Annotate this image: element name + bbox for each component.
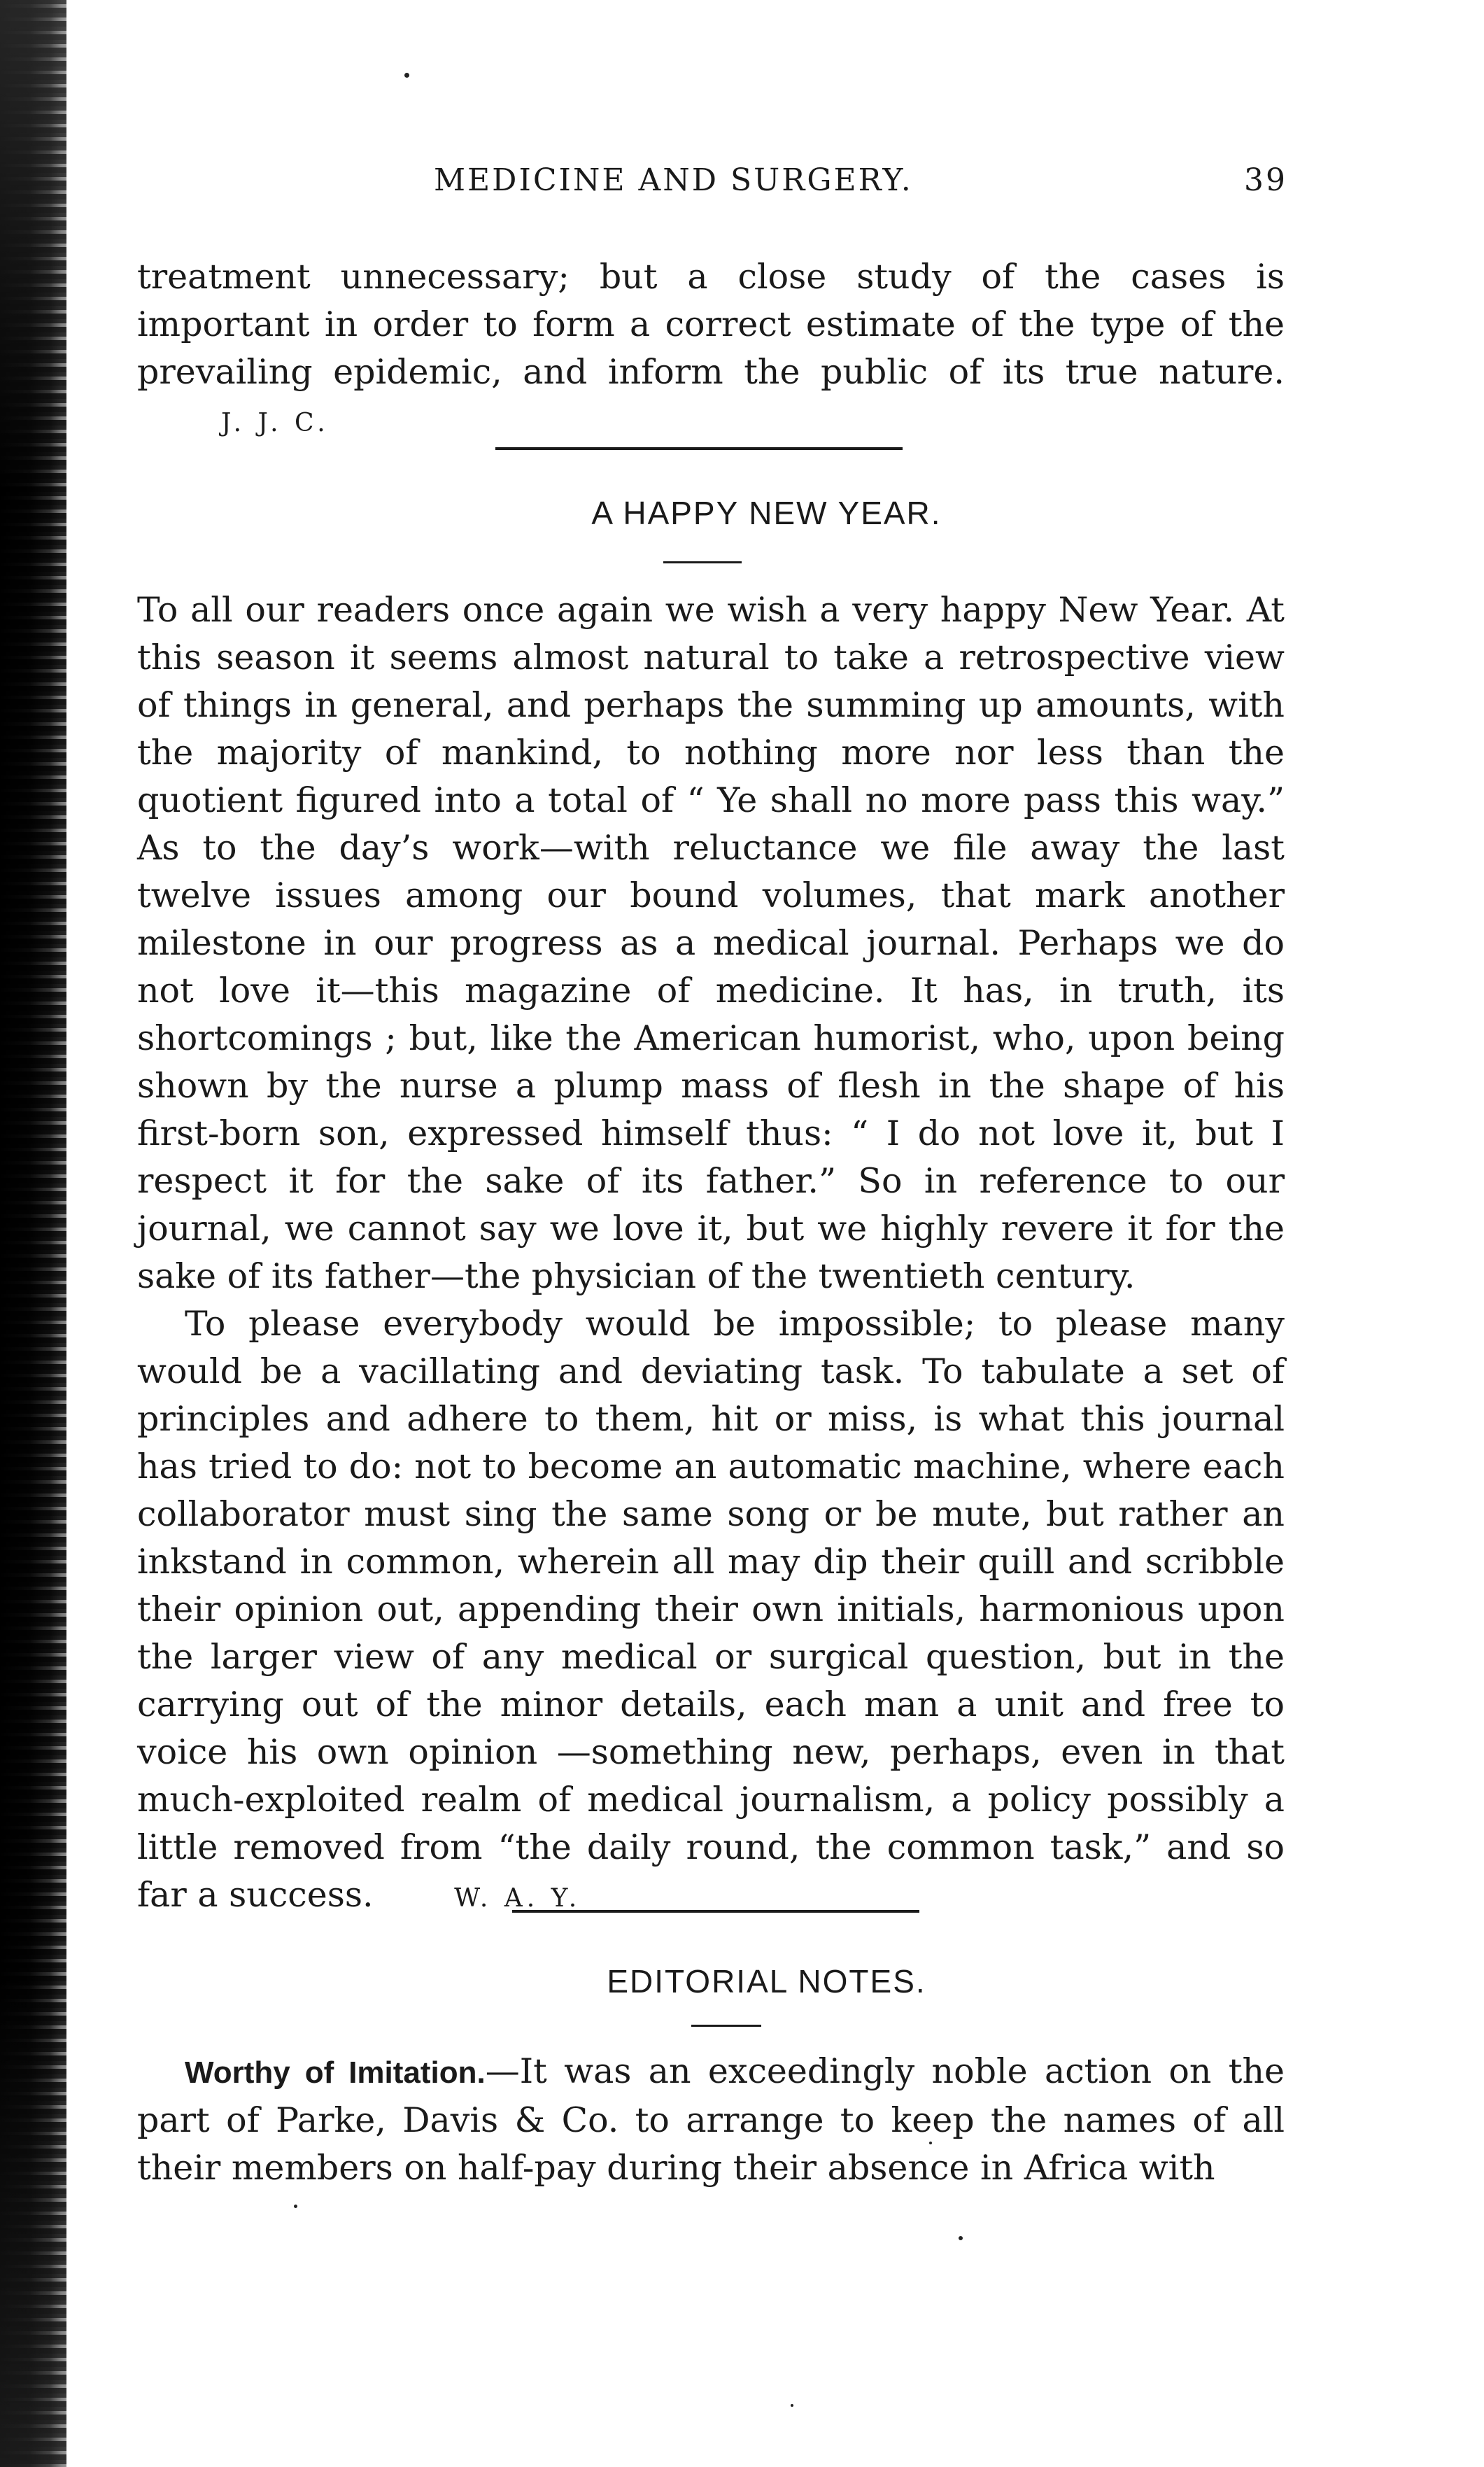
title-underline bbox=[691, 2025, 761, 2027]
article-signature: W. A. Y. bbox=[454, 1884, 581, 1913]
title-underline bbox=[663, 561, 742, 563]
continuation-paragraph bbox=[137, 253, 1285, 447]
ink-speck bbox=[404, 73, 409, 78]
running-header bbox=[434, 162, 1287, 204]
ink-speck bbox=[791, 2404, 793, 2407]
article-title: A HAPPY NEW YEAR. bbox=[591, 495, 942, 531]
article-body bbox=[137, 586, 1285, 1923]
ink-speck bbox=[294, 2205, 297, 2208]
article-paragraph-2 bbox=[137, 1300, 1285, 1923]
article-paragraph-2-text: To please everybody would be impossible; to please many would be a vacillating and deviating task. To tabulate a set of principles and adhere to them, hit or miss, is what this journal has tried to do: not to become an automatic machine, where each collaborator must sing the same song or be mute, but rather an inkstand in common, wherein all may dip their quill and scribble their opinion out, appending their own initials, harmonious upon the larger view of any medical or surgical question, but in the carrying out of the minor details, each man a unit and free to voice his own opinion —something new, perhaps, even in that much-exploited realm of medical journalism, a policy possibly a little removed from “the daily round, the common task,” and so far a success. bbox=[137, 1304, 1285, 1915]
editorial-notes-title: EDITORIAL NOTES. bbox=[607, 1963, 926, 1999]
editorial-note-lead: Worthy of Imitation. bbox=[185, 2055, 486, 2090]
article-paragraph-1: To all our readers once again we wish a very happy New Year. At this season it seems almost natural to take a retrospective view of things in general, and perhaps the summing up amounts, with the majority of mankind, to nothing more nor less than the quotient figured into a total of “ Ye shall no more pass this way.” As to the day’s work—with reluctance we file away the last twelve issues among our bound volumes, that mark another milestone in our progress as a medical journal. Perhaps we do not love it—this magazine of medicine. It has, in truth, its shortcomings ; but, like the American humorist, who, upon being shown by the nurse a plump mass of flesh in the shape of his first-born son, expressed himself thus: “ I do not love it, but I respect it for the sake of its father.” So in reference to our journal, we cannot say we love it, but we highly revere it for the sake of its father—the physician of the twentieth century. bbox=[137, 590, 1285, 1296]
section-divider bbox=[495, 447, 903, 450]
spine-fade bbox=[0, 0, 66, 2467]
editorial-notes-paragraph bbox=[137, 2048, 1285, 2192]
continuation-text: treatment unnecessary; but a close study of the cases is important in order to form a correct estimate of the type of the prevailing epidemic, and inform the public of its true nature. bbox=[137, 257, 1285, 392]
editorial-notes-body bbox=[137, 2048, 1285, 2192]
running-title: MEDICINE AND SURGERY. bbox=[434, 162, 913, 198]
page-number: 39 bbox=[1244, 162, 1287, 198]
continuation-block bbox=[137, 253, 1285, 447]
continuation-signature: J. J. C. bbox=[221, 409, 330, 437]
editorial-note-text: —It was an exceedingly noble action on the part of Parke, Davis & Co. to arrange to keep the names of all their members on half-pay during their absence in Africa with bbox=[137, 2051, 1285, 2188]
ink-speck bbox=[959, 2236, 963, 2240]
section-divider bbox=[512, 1910, 919, 1913]
